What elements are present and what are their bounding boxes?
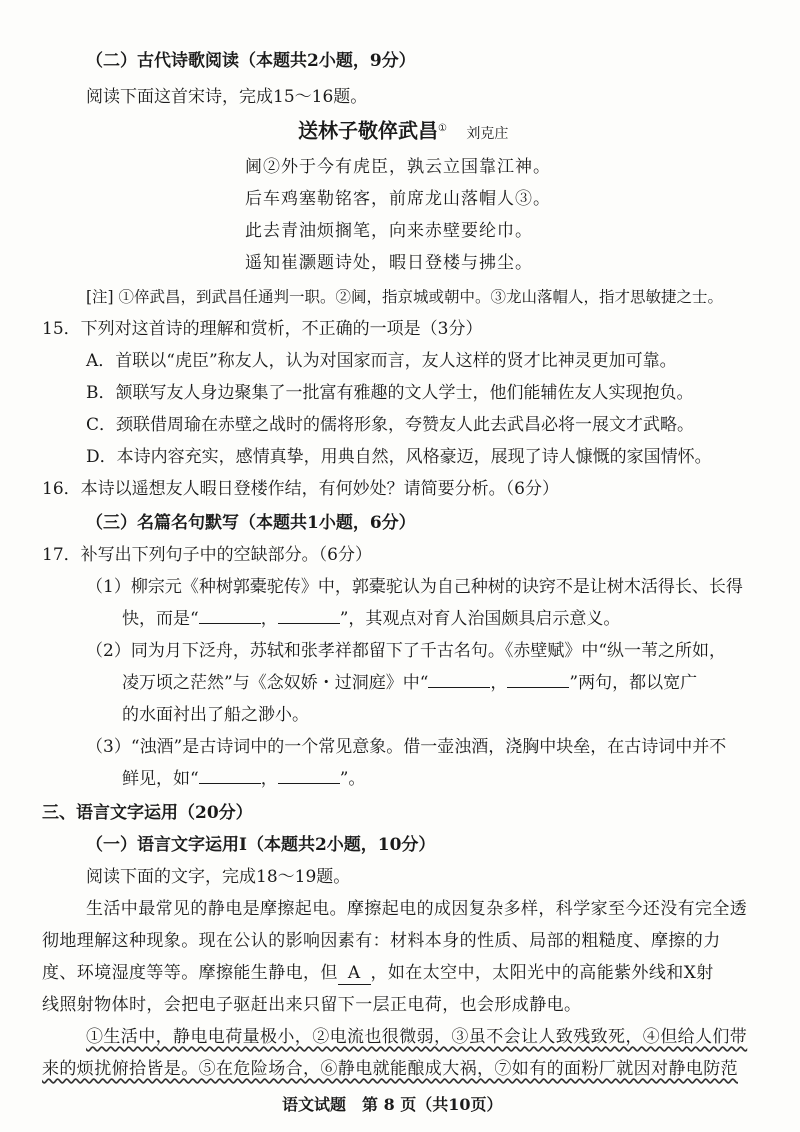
question-17-item-3-line-1: （3）“浊酒”是古诗词中的一个常见意象。借一壶浊酒，浇胸中块垒，在古诗词中并不 [86, 737, 727, 757]
text-segment: ”，其观点对育人治国颇具启示意义。 [339, 609, 621, 629]
question-15-option-c: C．颈联借周瑜在赤壁之战时的儒将形象，夸赞友人此去武昌必将一展文才武略。 [86, 415, 695, 435]
blank-a[interactable]: A [338, 962, 371, 985]
question-16: 16．本诗以遥想友人暇日登楼作结，有何妙处？请简要分析。（6分） [42, 479, 559, 499]
passage-line-5-underlined: ①生活中，静电电荷量极小，②电流也很微弱，③虽不会让人致残致死，④但给人们带 [86, 1027, 748, 1047]
section-heading-recitation: （三）名篇名句默写（本题共1小题，6分） [86, 513, 416, 533]
passage-line-6-underlined: 来的烦扰俯拾皆是。⑤在危险场合，⑥静电就能酿成大祸，⑦如有的面粉厂就因对静电防范 [42, 1059, 738, 1079]
answer-blank[interactable] [199, 769, 261, 784]
part-3-subheading: （一）语言文字运用Ⅰ（本题共2小题，10分） [86, 835, 436, 855]
text-segment: 快，而是“ [122, 609, 199, 629]
poem-author: 刘克庄 [466, 125, 509, 142]
passage-line-3 [42, 962, 714, 985]
text-segment: ， [490, 673, 508, 693]
instruction-poem: 阅读下面这首宋诗，完成15～16题。 [86, 87, 368, 107]
text-segment: ，如在太空中，太阳光中的高能紫外线和X射 [370, 963, 714, 983]
poem-line-1: 阃②外于今有虎臣，孰云立国靠江神。 [245, 157, 551, 177]
text-segment: ”两句，都以宽广 [569, 673, 698, 693]
poem-title-note: ① [438, 123, 447, 134]
answer-blank[interactable] [278, 769, 340, 784]
text-segment: 度、环境湿度等等。摩擦能生静电，但 [42, 963, 338, 983]
poem-line-4: 遥知崔灏题诗处，暇日登楼与拂尘。 [245, 253, 533, 273]
section-heading-poetry: （二）古代诗歌阅读（本题共2小题，9分） [86, 51, 416, 71]
question-17-item-1-line-1: （1）柳宗元《种树郭橐驼传》中，郭橐驼认为自己种树的诀窍不是让树木活得长、长得 [86, 577, 743, 597]
question-17-item-2-line-1: （2）同为月下泛舟，苏轼和张孝祥都留下了千古名句。《赤壁赋》中“纵一苇之所如， [86, 641, 727, 661]
poem-notes: [注] ①倅武昌，到武昌任通判一职。②阃，指京城或朝中。③龙山落帽人，指才思敏捷之士。 [86, 288, 724, 306]
answer-blank[interactable] [278, 609, 340, 624]
question-15-option-b: B．颔联写友人身边聚集了一批富有雅趣的文人学士，他们能辅佐友人实现抱负。 [86, 383, 694, 403]
poem-line-3: 此去青油烦搁笔，向来赤壁要纶巾。 [245, 221, 533, 241]
question-15-option-d: D．本诗内容充实，感情真挚，用典自然，风格豪迈，展现了诗人慷慨的家国情怀。 [86, 447, 712, 467]
poem-line-2: 后车鸡塞勒铭客，前席龙山落帽人③。 [245, 189, 551, 209]
text-segment: 鲜见，如“ [122, 769, 199, 789]
text-segment: 凌万顷之茫然”与《念奴娇・过洞庭》中“ [122, 673, 429, 693]
answer-blank[interactable] [507, 673, 569, 688]
question-17-item-3-line-2 [122, 768, 365, 790]
text-segment: ”。 [339, 769, 366, 789]
question-17-item-2-line-2 [122, 672, 697, 694]
passage-line-2: 彻地理解这种现象。现在公认的影响因素有：材料本身的性质、局部的粗糙度、摩擦的力 [42, 931, 721, 951]
question-17-item-1-line-2 [122, 608, 620, 630]
answer-blank[interactable] [428, 673, 490, 688]
instruction-text: 阅读下面的文字，完成18～19题。 [86, 867, 351, 887]
passage-line-1: 生活中最常见的静电是摩擦起电。摩擦起电的成因复杂多样，科学家至今还没有完全透 [86, 899, 748, 919]
text-segment: ， [260, 769, 278, 789]
poem-title: 送林子敬倅武昌 [298, 118, 438, 143]
answer-blank[interactable] [199, 609, 261, 624]
question-15-stem: 15．下列对这首诗的理解和赏析，不正确的一项是（3分） [42, 319, 483, 339]
question-15-option-a: A．首联以“虎臣”称友人，认为对国家而言，友人这样的贤才比神灵更加可靠。 [86, 351, 677, 371]
passage-line-4: 线照射物体时，会把电子驱赶出来只留下一层正电荷，也会形成静电。 [42, 995, 582, 1015]
question-17-stem: 17．补写出下列句子中的空缺部分。（6分） [42, 545, 372, 565]
poem-title-line [298, 118, 508, 145]
question-17-item-2-line-3: 的水面衬出了船之渺小。 [122, 705, 309, 725]
part-3-heading: 三、语言文字运用（20分） [42, 803, 253, 823]
text-segment: ， [260, 609, 278, 629]
page-footer: 语文试题 第 8 页（共10页） [282, 1095, 503, 1114]
